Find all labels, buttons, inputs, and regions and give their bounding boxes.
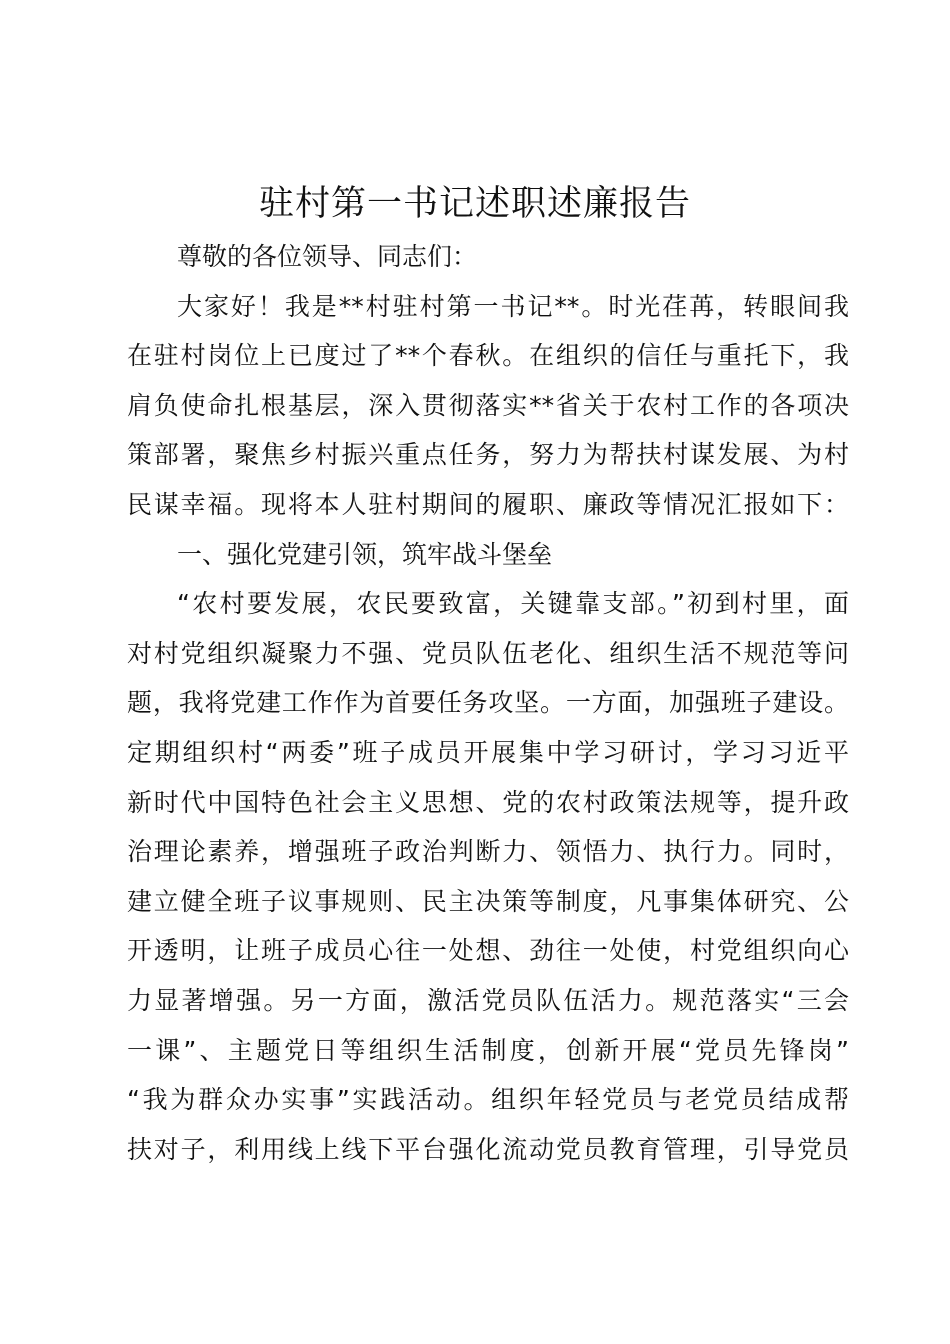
- paragraph-line: 新时代中国特色社会主义思想、党的农村政策法规等，提升政: [127, 787, 849, 817]
- section-heading: 一、强化党建引领，筑牢战斗堡垒: [177, 539, 553, 569]
- paragraph-line: 治理论素养，增强班子政治判断力、领悟力、执行力。同时，: [127, 837, 849, 867]
- paragraph-line: 肩负使命扎根基层，深入贯彻落实**省关于农村工作的各项决: [127, 390, 849, 420]
- paragraph-line: 题，我将党建工作作为首要任务攻坚。一方面，加强班子建设。: [127, 688, 849, 718]
- document-body: [127, 232, 849, 1174]
- paragraph-line: 大家好！我是**村驻村第一书记**。时光荏苒，转眼间我: [177, 291, 849, 321]
- paragraph-line: 力显著增强。另一方面，激活党员队伍活力。规范落实“三会: [127, 985, 849, 1015]
- paragraph-line: 一课”、主题党日等组织生活制度，创新开展“党员先锋岗”: [127, 1035, 849, 1065]
- paragraph-line: 在驻村岗位上已度过了**个春秋。在组织的信任与重托下，我: [127, 341, 849, 371]
- paragraph-line: 民谋幸福。现将本人驻村期间的履职、廉政等情况汇报如下：: [127, 489, 849, 519]
- paragraph-line: 策部署，聚焦乡村振兴重点任务，努力为帮扶村谋发展、为村: [127, 440, 849, 470]
- document-title: 驻村第一书记述职述廉报告: [258, 184, 691, 224]
- paragraph-line: “我为群众办实事”实践活动。组织年轻党员与老党员结成帮: [127, 1085, 849, 1115]
- paragraph-line: “农村要发展，农民要致富，关键靠支部。”初到村里，面: [177, 589, 849, 619]
- paragraph-line: 扶对子，利用线上线下平台强化流动党员教育管理，引导党员: [127, 1134, 849, 1164]
- paragraph-line: 定期组织村“两委”班子成员开展集中学习研讨，学习习近平: [127, 737, 849, 767]
- salutation-line: 尊敬的各位领导、同志们：: [177, 242, 478, 271]
- paragraph-line: 开透明，让班子成员心往一处想、劲往一处使，村党组织向心: [127, 936, 849, 966]
- paragraph-line: 建立健全班子议事规则、民主决策等制度，凡事集体研究、公: [127, 886, 849, 916]
- paragraph-line: 对村党组织凝聚力不强、党员队伍老化、组织生活不规范等问: [127, 638, 849, 668]
